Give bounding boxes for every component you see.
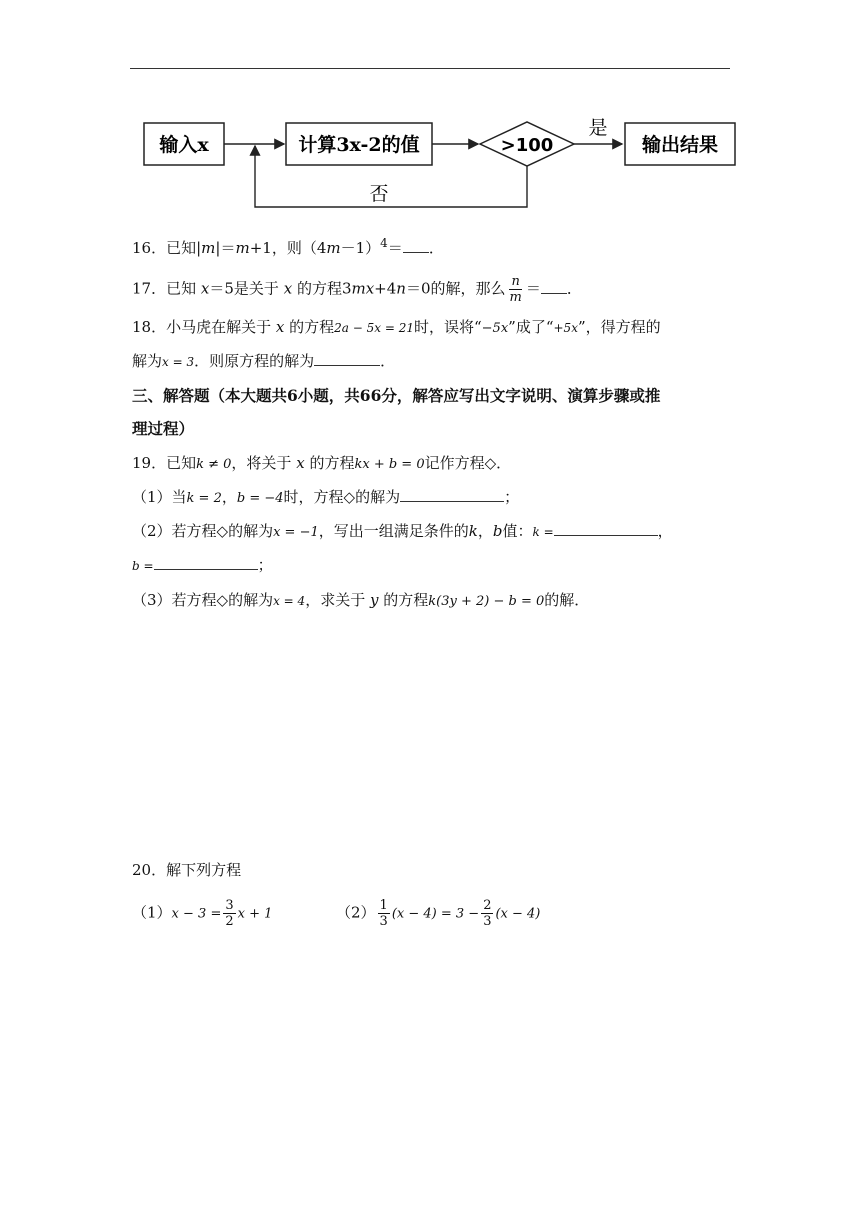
answer-blank[interactable] [403, 240, 429, 253]
question-18-line1: 18．小马虎在解关于 x 的方程2a − 5x = 21时，误将“−5x”成了“+5x”，得方程的 [132, 318, 661, 336]
answer-blank[interactable] [154, 557, 258, 570]
flow-output-label: 输出结果 [641, 134, 719, 156]
question-20: 20．解下列方程 [132, 861, 242, 879]
question-20-part2: （2） $\frac{1}{3}$ (x − 4) = 3 − $\frac{2}{3}$ (x − 4) [336, 898, 541, 929]
question-19-part2-b: b = ； [132, 556, 273, 574]
flow-compute-label: 计算3x-2的值 [298, 134, 420, 156]
section-3-heading-line2: 理过程） [132, 419, 195, 438]
header-rule [130, 68, 730, 69]
question-19-part1: （1）当k = 2，b = −4时，方程◇的解为 ； [132, 488, 520, 506]
flowchart [138, 110, 748, 212]
fraction-3-over-2: $\frac{3}{2}$ [225, 898, 234, 929]
section-3-heading-line1: 三、解答题（本大题共6小题，共66分，解答应写出文字说明、演算步骤或推 [132, 386, 661, 405]
question-19-part2: （2）若方程◇的解为x = −1，写出一组满足条件的k，b值：k = ， [132, 522, 673, 540]
answer-blank[interactable] [314, 353, 380, 366]
question-19-part3: （3）若方程◇的解为x = 4，求关于 y 的方程k(3y + 2) − b = 0的解． [132, 591, 590, 609]
flow-no-label: 否 [369, 183, 389, 205]
question-20-part1: （1）x − 3 = $\frac{3}{2}$ x + 1 [132, 898, 273, 929]
question-16: 16．已知|m|＝m+1，则$(4m-1)^4=$ ． [132, 236, 444, 257]
fraction-1-over-3: $\frac{1}{3}$ [379, 898, 388, 929]
question-17: 17．已知 x＝5是关于 x 的方程3mx+4n＝0的解，那么 $\frac{n}{m}$ ＝ ． [132, 274, 582, 305]
answer-blank[interactable] [400, 489, 504, 502]
flow-yes-label: 是 [588, 117, 608, 139]
fraction-n-over-m: $\frac{n}{m}$ [509, 274, 522, 305]
question-18-line2: 解为x = 3．则原方程的解为 ． [132, 352, 396, 370]
flow-input-label: 输入x [159, 134, 209, 156]
question-19: 19．已知k ≠ 0，将关于 x 的方程kx + b = 0记作方程◇． [132, 454, 512, 472]
answer-blank[interactable] [541, 281, 567, 294]
fraction-2-over-3: $\frac{2}{3}$ [483, 898, 492, 929]
flow-decision-label: >100 [500, 135, 554, 156]
answer-blank[interactable] [554, 523, 658, 536]
